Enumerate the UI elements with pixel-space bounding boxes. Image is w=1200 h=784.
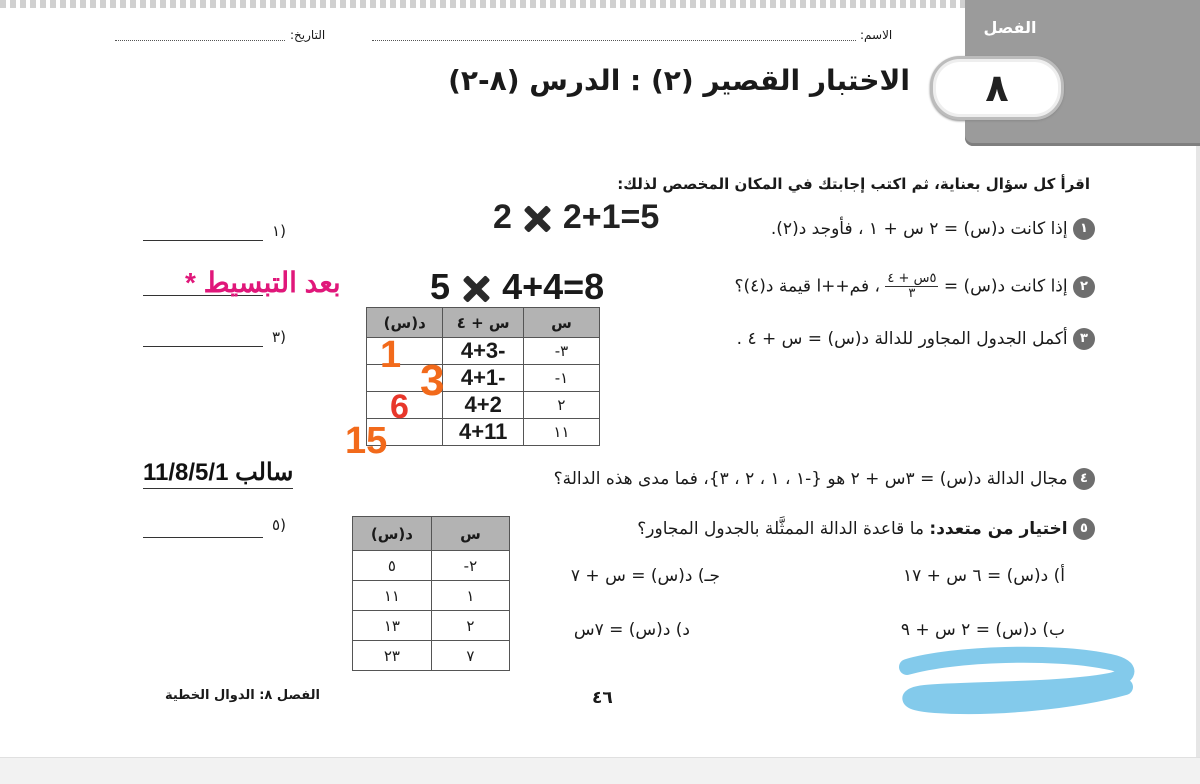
question-2-fraction bbox=[885, 272, 938, 301]
page-title: الاختبار القصير (٢) : الدرس (٨-٢) bbox=[448, 64, 910, 97]
table2-y-cell: ٢٣ bbox=[353, 641, 432, 671]
table-row bbox=[353, 641, 510, 671]
question-5-number: ٥ bbox=[1073, 518, 1095, 540]
question-5-text: ما قاعدة الدالة الممثَّلة بالجدول المجاور؟ bbox=[637, 519, 924, 539]
table1-expr-cell[interactable]: 4+1- bbox=[443, 365, 523, 392]
handwritten-answer-4: سالب 11/8/5/1 bbox=[143, 459, 294, 486]
question-1-text: إذا كانت د(س) = ٢ س + ١ ، فأوجد د(٢). bbox=[770, 219, 1068, 239]
handwritten-answer-1-result: 2+1=5 bbox=[562, 198, 660, 236]
handwritten-answer-1-multiplicand: 2 bbox=[493, 198, 512, 236]
table1-header-result: د(س) bbox=[367, 308, 443, 338]
answer-line-1[interactable] bbox=[143, 240, 263, 241]
question-4-number: ٤ bbox=[1073, 468, 1095, 490]
table1-x-cell: ٢ bbox=[523, 392, 599, 419]
table1-expr-cell[interactable]: 4+11 bbox=[443, 419, 523, 446]
table1-x-cell: ١١ bbox=[523, 419, 599, 446]
table1-expr-cell[interactable]: 4+3- bbox=[443, 338, 523, 365]
date-line[interactable] bbox=[115, 40, 285, 41]
name-line[interactable] bbox=[372, 40, 856, 41]
page-number: ٤٦ bbox=[592, 688, 613, 708]
table2-x-cell: ٧ bbox=[431, 641, 509, 671]
table-row bbox=[353, 611, 510, 641]
table2-x-cell: ١ bbox=[431, 581, 509, 611]
table2-x-cell: -٢ bbox=[431, 551, 509, 581]
answer-label-3: ٣) bbox=[272, 328, 286, 346]
answer-label-1: ١) bbox=[272, 222, 286, 240]
handwritten-result-2: 3 bbox=[420, 356, 445, 405]
page-bottom-band bbox=[0, 757, 1200, 784]
question-3-number: ٣ bbox=[1073, 328, 1095, 350]
handwritten-result-4: 15 bbox=[345, 420, 388, 462]
table2-y-cell: ٥ bbox=[353, 551, 432, 581]
date-label: التاريخ: bbox=[290, 28, 326, 42]
fraction-numerator: ٥س + ٤ bbox=[887, 271, 937, 286]
multiply-icon bbox=[521, 203, 553, 235]
chapter-label: الفصل bbox=[983, 18, 1037, 37]
table1-header-expr: س + ٤ bbox=[443, 308, 523, 338]
question-2-number: ٢ bbox=[1073, 276, 1095, 298]
question-5 bbox=[535, 518, 1095, 540]
table1-expr-cell[interactable]: 4+2 bbox=[443, 392, 523, 419]
question-1-number: ١ bbox=[1073, 218, 1095, 240]
table2-header-y: د(س) bbox=[353, 517, 432, 551]
question-1 bbox=[700, 218, 1095, 240]
function-table-2 bbox=[352, 516, 510, 671]
question-5-type: اختيار من متعدد: bbox=[929, 519, 1068, 539]
table2-y-cell: ١١ bbox=[353, 581, 432, 611]
handwritten-note-simplify: بعد التبسيط * bbox=[185, 267, 341, 298]
chapter-number: ٨ bbox=[985, 66, 1009, 110]
choice-d[interactable]: د) د(س) = ٧س bbox=[573, 620, 690, 640]
question-2 bbox=[655, 272, 1095, 301]
footer-chapter: الفصل ٨: الدوال الخطية bbox=[164, 688, 320, 703]
question-3-text: أكمل الجدول المجاور للدالة د(س) = س + ٤ . bbox=[736, 329, 1068, 349]
table-row bbox=[353, 581, 510, 611]
choice-b[interactable]: ب) د(س) = ٢ س + ٩ bbox=[900, 620, 1065, 640]
answer-line-4[interactable] bbox=[143, 488, 293, 489]
choice-c[interactable]: جـ) د(س) = س + ٧ bbox=[570, 566, 720, 586]
table1-x-cell: -١ bbox=[523, 365, 599, 392]
question-4 bbox=[445, 468, 1095, 490]
handwritten-answer-1 bbox=[493, 198, 659, 237]
question-2-text-end: ، فم++ا قيمة د(٤)؟ bbox=[734, 276, 881, 297]
question-3 bbox=[665, 328, 1095, 350]
handwritten-answer-2 bbox=[430, 266, 604, 308]
answer-line-5[interactable] bbox=[143, 537, 263, 538]
handwritten-answer-2-multiplicand: 5 bbox=[430, 266, 451, 307]
name-label: الاسم: bbox=[860, 28, 893, 42]
multiply-icon bbox=[460, 273, 492, 305]
table1-header-x: س bbox=[523, 308, 599, 338]
table2-y-cell: ١٣ bbox=[353, 611, 432, 641]
choice-a[interactable]: أ) د(س) = ٦ س + ١٧ bbox=[902, 566, 1065, 586]
question-4-text: مجال الدالة د(س) = ٣س + ٢ هو {-١ ، ١ ، ٢ ، ٣}، فما مدى هذه الدالة؟ bbox=[553, 469, 1068, 489]
table-row bbox=[367, 338, 600, 365]
table1-x-cell: -٣ bbox=[523, 338, 599, 365]
handwritten-answer-2-result: 4+4=8 bbox=[502, 266, 605, 307]
table2-x-cell: ٢ bbox=[431, 611, 509, 641]
handwritten-result-1: 1 bbox=[380, 334, 402, 376]
instructions: اقرأ كل سؤال بعناية، ثم اكتب إجابتك في المكان المخصص لذلك: bbox=[617, 175, 1090, 193]
answer-line-3[interactable] bbox=[143, 346, 263, 347]
table-row bbox=[353, 551, 510, 581]
answer-label-5: ٥) bbox=[272, 516, 286, 534]
handwritten-result-3: 6 bbox=[390, 388, 409, 426]
question-2-text-start: إذا كانت د(س) = bbox=[943, 276, 1068, 297]
highlighter-scribble bbox=[895, 645, 1155, 715]
table2-header-x: س bbox=[431, 517, 509, 551]
fraction-denominator: ٣ bbox=[908, 286, 916, 301]
